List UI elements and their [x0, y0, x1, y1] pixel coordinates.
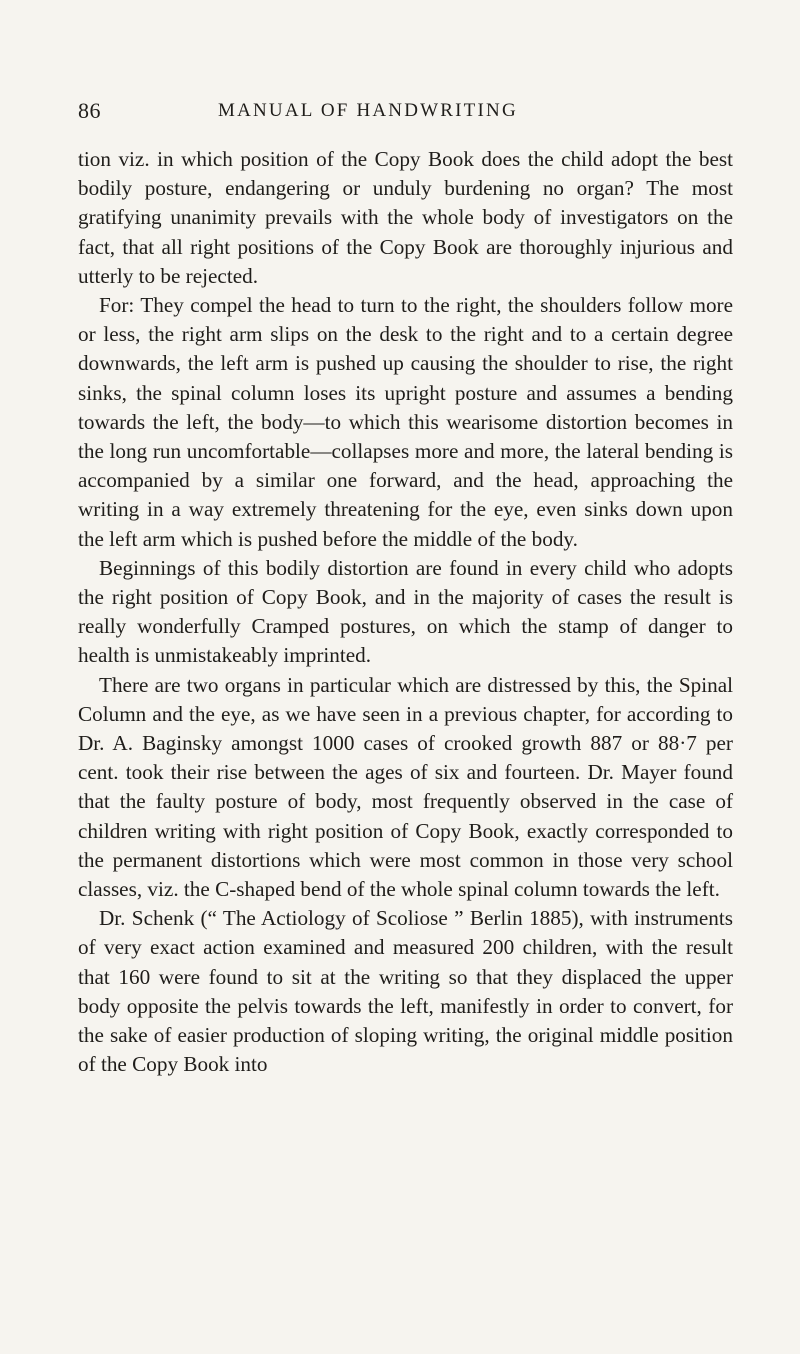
- paragraph-continuation: tion viz. in which position of the Copy Book does the child adopt the best bodily posture, endangering or unduly burdening no organ? The most gratifying unanimity prevails with the whole body of investigators on the fact, that all right positions of the Copy Book are thoroughly injurious and utterly to be rejected.: [78, 147, 733, 288]
- paragraph-schenk: Dr. Schenk (“ The Actiology of Scoliose ” Berlin 1885), with instruments of very exact action examined and measured 200 children, with the result that 160 were found to sit at the writing so that they displaced the upper body opposite the pelvis towards the left, manifestly in order to convert, for the sake of easier production of sloping writing, the original middle position of the Copy Book into: [78, 906, 733, 1077]
- page-header: [78, 98, 733, 128]
- body-text: [78, 145, 733, 1080]
- running-title: MANUAL OF HANDWRITING: [218, 100, 518, 121]
- page-number: 86: [78, 98, 101, 123]
- paragraph-for: For: They compel the head to turn to the right, the shoulders follow more or less, the right arm slips on the desk to the right and to a certain degree downwards, the left arm is pushed up causing the shoulder to rise, the right sinks, the spinal column loses its upright posture and assumes a bending towards the left, the body—to which this wearisome distortion becomes in the long run uncomfortable—collapses more and more, the lateral bending is accompanied by a similar one forward, and the head, approaching the writing in a way extremely threatening for the eye, even sinks down upon the left arm which is pushed before the middle of the body.: [78, 293, 733, 551]
- paragraph-beginnings: Beginnings of this bodily distortion are found in every child who adopts the right position of Copy Book, and in the majority of cases the result is really wonderfully Cramped postures, on which the stamp of danger to health is unmistakeably imprinted.: [78, 555, 733, 668]
- paragraph-two-organs: There are two organs in particular which are distressed by this, the Spinal Column and the eye, as we have seen in a previous chapter, for according to Dr. A. Baginsky amongst 1000 cases of crooked growth 887 or 88·7 per cent. took their rise between the ages of six and fourteen. Dr. Mayer found that the faulty posture of body, most frequently observed in the case of children writing with right position of Copy Book, exactly corresponded to the permanent distortions which were most common in those very school classes, viz. the C-shaped bend of the whole spinal column towards the left.: [78, 672, 733, 902]
